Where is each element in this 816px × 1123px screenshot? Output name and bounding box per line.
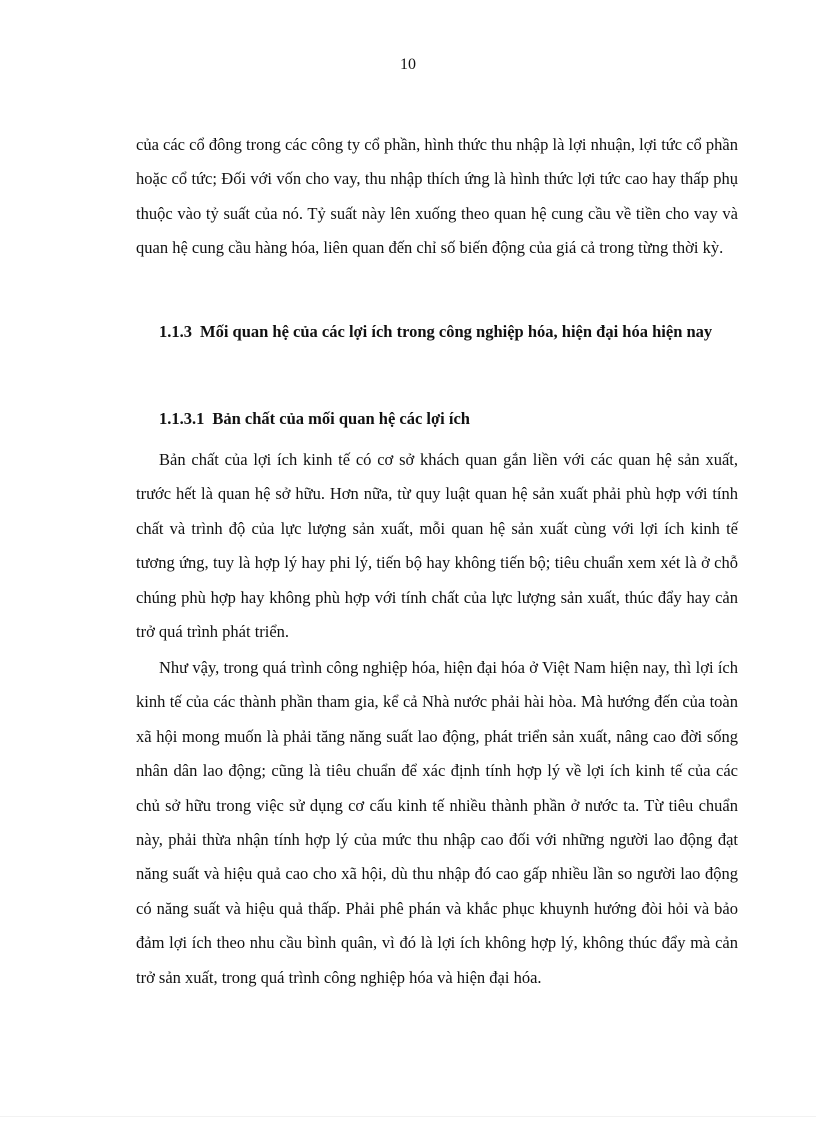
subsection-number: 1.1.3.1 — [159, 409, 205, 428]
section-heading-1-1-3-1 — [159, 402, 738, 436]
section-heading-1-1-3 — [136, 314, 738, 350]
page-number: 10 — [400, 56, 416, 73]
section-title: Mối quan hệ của các lợi ích trong công nghiệp hóa, hiện đại hóa hiện nay — [200, 322, 713, 341]
nature-paragraph: Bản chất của lợi ích kinh tế có cơ sở khách quan gắn liền với các quan hệ sản xuất, trước hết là quan hệ sở hữu. Hơn nữa, từ quy luật quan hệ sản xuất phải phù hợp với tính chất và trình độ của lực lượng sản xuất, mỗi quan hệ sản xuất cùng với lợi ích kinh tế tương ứng, tuy là hợp lý hay phi lý, tiến bộ hay không tiến bộ; tiêu chuẩn xem xét là ở chỗ chúng phù hợp hay không phù hợp với tính chất của lực lượng sản xuất, thúc đẩy hay cản trở quá trình phát triển. — [136, 450, 738, 642]
section-number: 1.1.3 — [159, 322, 192, 341]
vietnam-paragraph-block — [136, 651, 738, 995]
nature-paragraph-block — [136, 443, 738, 649]
intro-paragraph-block — [136, 128, 738, 266]
vietnam-paragraph: Như vậy, trong quá trình công nghiệp hóa, hiện đại hóa ở Việt Nam hiện nay, thì lợi ích kinh tế của các thành phần tham gia, kể cả Nhà nước phải hài hòa. Mà hướng đến của toàn xã hội mong muốn là phải tăng năng suất lao động, phát triển sản xuất, nâng cao đời sống nhân dân lao động; cũng là tiêu chuẩn để xác định tính hợp lý về lợi ích kinh tế của các chủ sở hữu trong việc sử dụng cơ cấu kinh tế nhiều thành phần ở nước ta. Từ tiêu chuẩn này, phải thừa nhận tính hợp lý của mức thu nhập cao đối với những người lao động đạt năng suất và hiệu quả cao cho xã hội, dù thu nhập đó cao gấp nhiều lần so người lao động có năng suất và hiệu quả thấp. Phải phê phán và khắc phục khuynh hướng đòi hỏi và bảo đảm lợi ích theo nhu cầu bình quân, vì đó là lợi ích không hợp lý, không thúc đẩy mà cản trở sản xuất, trong quá trình công nghiệp hóa và hiện đại hóa. — [136, 658, 738, 987]
subsection-title: Bản chất của mối quan hệ các lợi ích — [212, 409, 470, 428]
intro-paragraph: của các cổ đông trong các công ty cổ phần, hình thức thu nhập là lợi nhuận, lợi tức cổ phần hoặc cổ tức; Đối với vốn cho vay, thu nhập thích ứng là hình thức lợi tức cao hay thấp phụ thuộc vào tỷ suất của nó. Tỷ suất này lên xuống theo quan hệ cung cầu về tiền cho vay và quan hệ cung cầu hàng hóa, liên quan đến chỉ số biến động của giá cả trong từng thời kỳ. — [136, 135, 738, 258]
page-bottom-divider — [0, 1116, 816, 1117]
